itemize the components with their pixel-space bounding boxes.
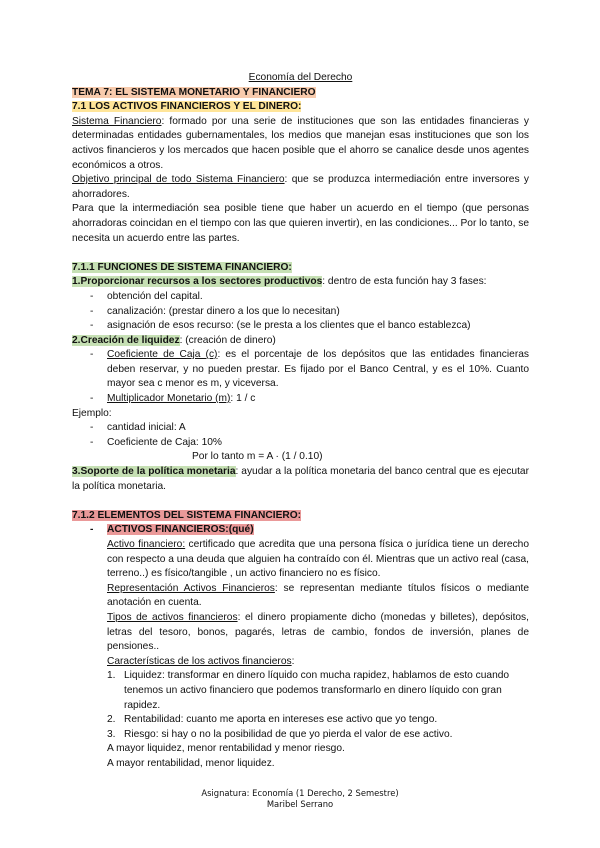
elementos-list (72, 523, 529, 538)
tipos-paragraph: Tipos de activos financieros: el dinero propiamente dicho (monedas y billetes), depósitos, letras del tesoro, bonos, pagarés, letras de cambio, fondos de inversión, planes de pensiones.. (107, 611, 529, 653)
intermediacion-paragraph: Para que la intermediación sea posible tiene que haber un acuerdo en el tiempo (que personas ahorradoras coincidan en el tiempo con las que quieren invertir), en las condiciones... Por lo tanto, se necesita un acuerdo entre las partes. (72, 203, 529, 244)
list-item: - canalización: (prestar dinero a los que lo necesitan) (72, 305, 529, 320)
conclusion-1: A mayor liquidez, menor rentabilidad y menor riesgo. (107, 743, 345, 755)
activos-title: ACTIVOS FINANCIEROS:(qué) (107, 524, 254, 536)
list-item: 2. Rentabilidad: cuanto me aporta en intereses ese activo que yo tengo. (107, 714, 438, 726)
liquidez-list (72, 348, 529, 406)
tema-heading: TEMA 7: EL SISTEMA MONETARIO Y FINANCIERO (72, 86, 316, 98)
list-item: 3. Riesgo: si hay o no la posibilidad de que yo pierda el valor de ese activo. (107, 728, 453, 740)
list-item: - Coeficiente de Caja: 10% (72, 436, 529, 451)
list-item: - obtención del capital. (72, 290, 529, 305)
document-page (72, 71, 529, 772)
list-item: - Coeficiente de Caja (c): es el porcentaje de los depósitos que las entidades financieras deben reservar, y no pueden prestar. Es fijado por el Banco Central, y es el 10%. Cuanto mayor sea c menor es m, y viceversa. (72, 348, 529, 392)
footer-subject: Asignatura: Economía (1 Derecho, 2 Semestre) (201, 788, 399, 798)
course-title: Economía del Derecho (248, 72, 353, 83)
ejemplo-list (72, 421, 529, 450)
fases-list (72, 290, 529, 334)
elementos-heading: 7.1.2 ELEMENTOS DEL SISTEMA FINANCIERO: (72, 509, 302, 521)
ejemplo-label: Ejemplo: (72, 407, 112, 419)
ejemplo-result: Por lo tanto m = A · (1 / 0.10) (192, 451, 323, 463)
activo-financiero-definition: Activo financiero: certificado que acredita que una persona física o jurídica tiene un derecho con respecto a una deuda que alguien ha contraído con él. Mientras que un activo real (casa, terreno..) es físico/tangible , un activo financiero no es físico. (107, 539, 530, 580)
list-item: 1. Liquidez: transformar en dinero líquido con mucha rapidez, hablamos de esto cuando tenemos un activo financiero que podemos transformarlo en dinero líquido con gran rapidez. (107, 670, 510, 711)
funcion-3: 3.Soporte de la política monetaria: ayudar a la política monetaria del banco central que es ejecutar la política monetaria. (72, 466, 529, 492)
funciones-heading: 7.1.1 FUNCIONES DE SISTEMA FINANCIERO: (72, 261, 292, 273)
conclusion-2: A mayor rentabilidad, menor liquidez. (107, 757, 275, 769)
caracteristicas-label: Características de los activos financieros: (107, 655, 295, 667)
funcion-1: 1.Proporcionar recursos a los sectores productivos: dentro de esta función hay 3 fases: (72, 276, 487, 288)
objetivo-paragraph: Objetivo principal de todo Sistema Financiero: que se produzca intermediación entre inversores y ahorradores. (72, 174, 529, 200)
list-item: - asignación de esos recurso: (se le presta a los clientes que el banco establezca) (72, 319, 529, 334)
funcion-2: 2.Creación de liquidez: (creación de dinero) (72, 334, 276, 346)
representacion-paragraph: Representación Activos Financieros: se representan mediante títulos físicos o mediante anotación en cuenta. (107, 582, 530, 609)
subsection-heading: 7.1 LOS ACTIVOS FINANCIEROS Y EL DINERO: (72, 101, 302, 113)
caracteristicas-list (72, 669, 529, 742)
list-item: - Multiplicador Monetario (m): 1 / c (72, 392, 529, 407)
sistema-financiero-definition: Sistema Financiero: formado por una serie de instituciones que son las entidades financieras y determinadas entidades gubernamentales, los medios que manejan esas instituciones que son los activos financieros y los mercados que hacen posible que el ahorro se canalice desde unos agentes económicos a otros. (72, 115, 529, 171)
list-item (72, 523, 529, 538)
footer-author: Maribel Serrano (266, 799, 334, 809)
page-footer (0, 788, 600, 810)
list-item: - cantidad inicial: A (72, 421, 529, 436)
